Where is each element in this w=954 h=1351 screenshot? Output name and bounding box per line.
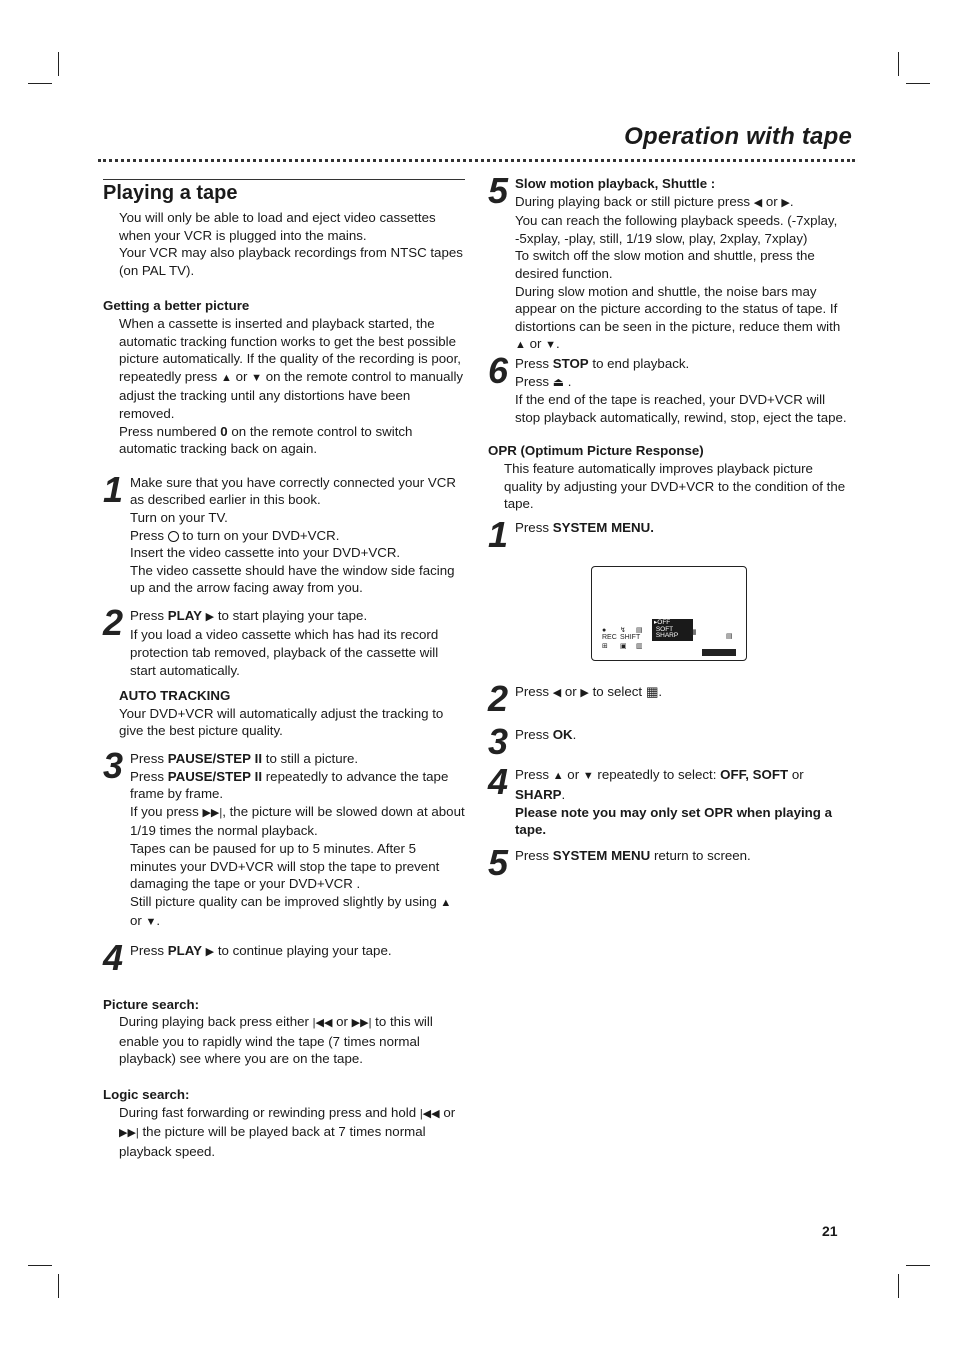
opr-icon: ▦: [690, 629, 697, 637]
up-arrow-icon: ▲: [221, 371, 232, 384]
step-number: 4: [488, 761, 509, 803]
down-arrow-icon: ▼: [145, 916, 157, 929]
left-arrow-icon: ◀: [552, 687, 562, 700]
down-arrow-icon: ▼: [251, 371, 263, 384]
picture-search-heading: Picture search:: [103, 996, 200, 1012]
tv-icon: ▥: [636, 643, 643, 651]
up-arrow-icon: ▲: [515, 339, 526, 352]
shift-icon: ↯ SHIFT: [620, 627, 641, 642]
logic-search-heading: Logic search:: [103, 1086, 190, 1102]
section-title: Playing a tape: [103, 179, 465, 205]
forward-icon: ▶▶|: [119, 1127, 139, 1140]
page-header-title: Operation with tape: [624, 123, 852, 150]
better-picture-text: When a cassette is inserted and playback started, the automatic tracking function works to get the best possible picture automatically. If the quality of the recording is poor, repeatedly press ▲ or ▼ on the remote control to manually adjust the tracking until any distortions have been removed. Press numbered 0 on the remote control to switch automatic tracking back on again.: [119, 315, 464, 457]
crop-mark: [898, 52, 899, 76]
step-3: 3 Press PAUSE/STEP II to still a picture. Press PAUSE/STEP II repeatedly to advance the tape frame by frame. If you press ▶▶|, the picture will be slowed down at about 1/19 times the normal playback. Tapes can be paused for up to 5 minutes. After 5 minutes your DVD+VCR will stop the tape to prevent damaging the tape or your DVD+VCR . Still picture quality can be improved slightly by using ▲ or ▼.: [103, 745, 465, 929]
logic-search-text: During fast forwarding or rewinding press and hold |◀◀ or ▶▶| the picture will be played back at 7 times normal playback speed.: [119, 1104, 456, 1159]
crop-mark: [28, 1265, 52, 1266]
left-column: [103, 179, 465, 1160]
picture-search-text: During playing back press either |◀◀ or ▶▶| to this will enable you to rapidly wind the tape (7 times normal playback) see where you are on the tape.: [119, 1014, 433, 1067]
step-number: 2: [488, 678, 509, 720]
play-icon: ▶: [205, 610, 215, 623]
pause-icon: II: [254, 768, 263, 784]
step-1: 1 Make sure that you have correctly connected your VCR as described earlier in this book. Turn on your TV. Press to turn on your DVD+VCR. Insert the video cassette into your DVD+VCR. The video cassette should have the window side facing up and the arrow facing away from you.: [103, 468, 456, 596]
forward-icon: ▶▶|: [202, 806, 223, 819]
step-number: 5: [488, 841, 509, 883]
step-2: 2 Press PLAY ▶ to start playing your tape. If you load a video cassette which has had its record protection tab removed, playback of the cassette will start automatically.: [103, 601, 439, 678]
step-number: 4: [103, 936, 124, 978]
eject-icon: ⏏: [552, 374, 565, 389]
clock-icon: ▤: [636, 627, 643, 635]
crop-mark: [28, 83, 52, 84]
power-icon: [168, 531, 179, 542]
timer-icon: ▣: [620, 643, 627, 651]
down-arrow-icon: ▼: [582, 770, 594, 783]
play-icon: ▶: [205, 945, 215, 958]
intro-paragraph: You will only be able to load and eject video cassettes when your VCR is plugged into the mains.: [119, 210, 436, 243]
opr-step-4: 4 Press ▲ or ▼ repeatedly to select: OFF, SOFT or SHARP. Please note you may only set OPR when playing a tape.: [488, 761, 833, 838]
auto-tracking: [103, 687, 465, 705]
navigation-bar: [702, 649, 736, 656]
auto-tracking-text: Your DVD+VCR will automatically adjust the tracking to give the best picture quality.: [119, 705, 444, 739]
step-number: 1: [103, 468, 124, 510]
rewind-icon: |◀◀: [312, 1017, 333, 1030]
step-4: 4 Press PLAY ▶ to continue playing your tape.: [103, 936, 392, 978]
step-number: 5: [488, 170, 509, 211]
opr-options-menu: ▸OFF SOFT SHARP: [652, 619, 693, 641]
page-number: 21: [822, 1223, 838, 1239]
left-arrow-icon: ◀: [753, 196, 763, 209]
down-arrow-icon: ▼: [545, 339, 557, 352]
right-arrow-icon: ▶: [580, 687, 589, 700]
opr-step-5: 5 Press SYSTEM MENU return to screen.: [488, 841, 751, 883]
header-divider: [98, 159, 855, 162]
step-5-slow-motion: 5 Slow motion playback, Shuttle : During playing back or still picture press ◀ or ▶. You can reach the following playback speeds. (-7xplay, -5xplay, -play, still, 1/19 slow, play, 2xplay, 7xplay) To switch off the slow motion and shuttle, press the desired function. During slow motion and shuttle, the noise bars may appear on the picture according to the status of tape. If distortions can be seen in the picture, reduce them with ▲ or ▼.: [488, 170, 841, 352]
auto-tracking-heading: AUTO TRACKING: [119, 688, 231, 704]
up-arrow-icon: ▲: [440, 896, 452, 909]
opr-step-1: 1 Press SYSTEM MENU.: [488, 513, 654, 555]
step-number: 3: [488, 720, 509, 762]
intro: [103, 209, 465, 279]
setup-icon: ⊞: [602, 643, 608, 651]
opr-text: This feature automatically improves playback picture quality by adjusting your DVD+VCR to the condition of the tape.: [504, 460, 846, 512]
crop-mark: [58, 52, 59, 76]
crop-mark: [906, 83, 930, 84]
crop-mark: [898, 1274, 899, 1298]
step-number: 2: [103, 601, 124, 643]
osd-screen-illustration: [591, 566, 747, 661]
step-6-stop: 6 Press STOP to end playback. Press ⏏ . If the end of the tape is reached, your DVD+VCR will stop playback automatically, rewind, stop, eject the tape.: [488, 349, 847, 425]
opr-icon: ▦: [645, 684, 659, 700]
rec-icon: ● REC: [602, 627, 617, 642]
step-number: 3: [103, 745, 124, 787]
step-number: 1: [488, 513, 509, 555]
opr-heading: OPR (Optimum Picture Response): [488, 443, 704, 459]
crop-mark: [58, 1274, 59, 1298]
better-picture-heading: Getting a better picture: [103, 298, 250, 314]
forward-icon: ▶▶|: [351, 1017, 372, 1030]
right-column: [488, 170, 848, 883]
intro-paragraph: Your VCR may also playback recordings from NTSC tapes (on PAL TV).: [119, 245, 463, 278]
up-arrow-icon: ▲: [552, 770, 564, 783]
menu-icon: ▤: [726, 633, 733, 641]
step-number: 6: [488, 349, 509, 391]
rewind-icon: |◀◀: [419, 1107, 440, 1120]
pause-icon: II: [254, 751, 263, 767]
opr-step-3: 3 Press OK.: [488, 720, 577, 762]
right-arrow-icon: ▶: [781, 196, 790, 209]
opr-step-2: 2 Press ◀ or ▶ to select ▦.: [488, 678, 663, 720]
crop-mark: [906, 1265, 930, 1266]
